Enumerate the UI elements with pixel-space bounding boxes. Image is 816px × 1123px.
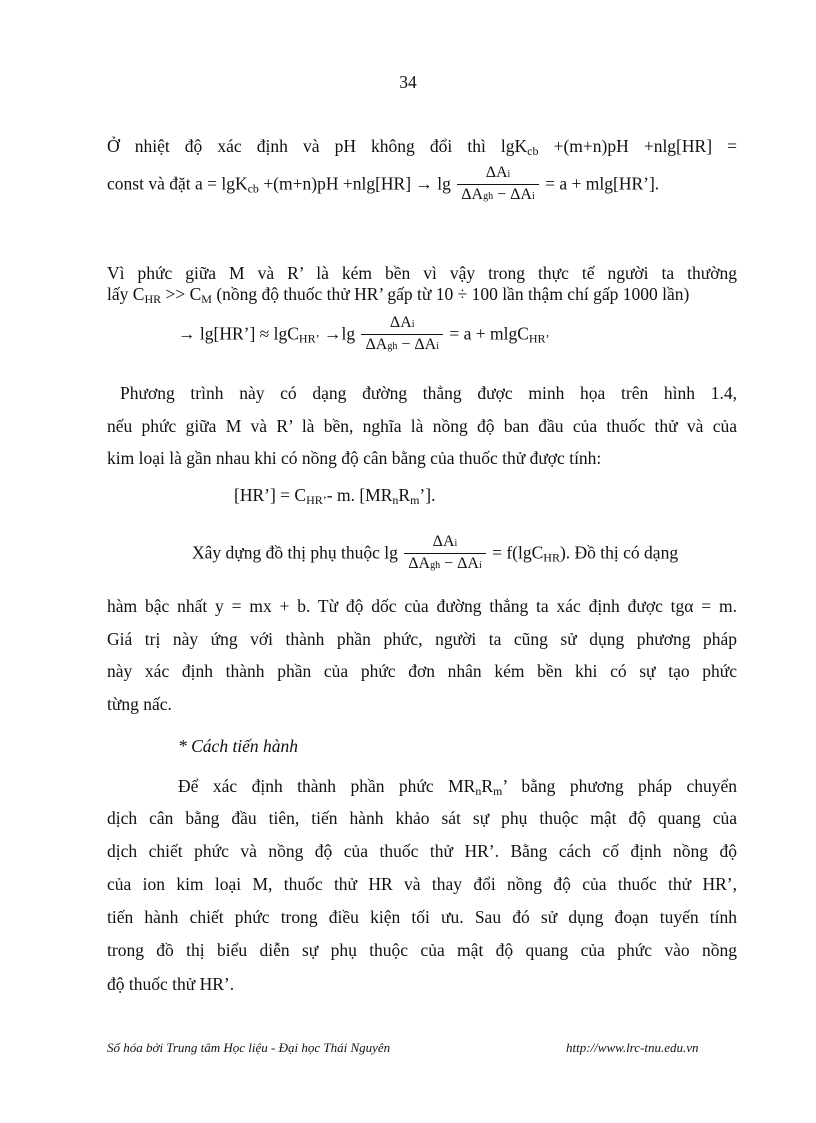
text: ’].	[419, 485, 436, 505]
minus: −	[397, 336, 415, 353]
delta-a: ΔA	[414, 336, 437, 353]
delta-a: ΔA	[432, 533, 455, 550]
text: Ở nhiệt độ xác định và pH không đổi thì lgK	[107, 136, 528, 156]
paragraph-3-line-3: kim loại là gần nhau khi có nồng độ cân bằng của thuốc thử được tính:	[107, 448, 602, 468]
subscript: i	[478, 560, 482, 571]
delta-a: ΔA	[510, 186, 532, 203]
text: Để xác định thành phần phức MR	[178, 776, 476, 796]
text: = a + mlg[HR’].	[545, 173, 660, 194]
subscript: cb	[247, 181, 259, 196]
footer-source: Số hóa bởi Trung tâm Học liệu - Đại học Thái Nguyên	[107, 1040, 391, 1055]
minus: −	[440, 555, 458, 572]
text: = a + mlgC	[449, 323, 529, 344]
paragraph-5-line-5: tiến hành chiết phức trong điều kiện tối ưu. Sau đó sử dụng đoạn tuyến tính	[107, 907, 737, 927]
paragraph-2-line-3	[178, 314, 550, 357]
paragraph-5-line-3: dịch chiết phức và nồng độ của thuốc thử HR’. Bằng cách cố định nồng độ	[107, 841, 737, 861]
subscript: gh	[387, 341, 398, 352]
subscript: i	[507, 169, 511, 180]
paragraph-4-line-4: này xác định thành phần của phức đơn nhân kém bền khi có sự tạo phức	[107, 661, 737, 681]
paragraph-2-line-1: Vì phức giữa M và R’ là kém bền vì vậy trong thực tế người ta thường	[107, 263, 737, 283]
paragraph-5-line-7: độ thuốc thử HR’.	[107, 974, 235, 994]
equation-hr-concentration	[234, 483, 435, 512]
paragraph-1-line-1	[107, 134, 737, 163]
subscript: gh	[430, 560, 441, 571]
subscript: HR’	[306, 493, 327, 507]
paragraph-4-line-3: Giá trị này ứng với thành phần phức, người ta cũng sử dụng phương pháp	[107, 629, 737, 649]
text: +(m+n)pH +nlg[HR] =	[538, 136, 737, 156]
paragraph-5-line-6: trong đồ thị biểu diễn sự phụ thuộc của mật độ quang của phức vào nồng	[107, 940, 737, 960]
subscript: M	[201, 292, 212, 306]
text: R	[398, 485, 411, 505]
subscript: n	[392, 493, 399, 507]
text: [HR’] = C	[234, 485, 307, 505]
paragraph-5-line-2: dịch cân bằng đầu tiên, tiến hành khảo sát sự phụ thuộc mật độ quang của	[107, 808, 737, 828]
text: → lg[HR’] ≈ lgC	[178, 323, 299, 344]
paragraph-5-line-4: của ion kim loại M, thuốc thử HR và thay đổi nồng độ của thuốc thử HR’,	[107, 874, 737, 894]
delta-a: ΔA	[457, 555, 479, 572]
text: (nồng độ thuốc thử HR’ gấp từ 10 ÷ 100 lần thậm chí gấp 1000 lần)	[211, 284, 690, 304]
section-heading: * Cách tiến hành	[178, 736, 299, 756]
delta-a: ΔA	[389, 314, 412, 331]
page-number: 34	[399, 72, 417, 92]
subscript: cb	[527, 144, 539, 158]
text: →lg	[319, 323, 356, 344]
text: >> C	[161, 284, 202, 304]
text: ). Đồ thị có dạng	[559, 542, 679, 563]
paragraph-4-line-5: từng nấc.	[107, 694, 172, 714]
fraction-delta-ratio-1	[457, 164, 539, 207]
delta-a: ΔA	[365, 336, 388, 353]
subscript: i	[454, 538, 458, 549]
subscript: i	[411, 319, 415, 330]
paragraph-1-line-2	[107, 164, 659, 207]
subscript: gh	[483, 191, 494, 202]
footer-url[interactable]: http://www.lrc-tnu.edu.vn	[566, 1040, 699, 1055]
subscript: m	[410, 493, 420, 507]
paragraph-4-line-2: hàm bậc nhất y = mx + b. Từ độ dốc của đường thẳng ta xác định được tgα = m.	[107, 596, 737, 616]
subscript: HR	[144, 292, 162, 306]
paragraph-4-line-1	[192, 533, 678, 576]
subscript: HR’	[298, 331, 320, 346]
text: lấy C	[107, 284, 145, 304]
subscript: HR	[543, 550, 560, 565]
paragraph-3-line-1: Phương trình này có dạng đường thẳng được minh họa trên hình 1.4,	[120, 383, 737, 403]
delta-a: ΔA	[485, 164, 508, 181]
minus: −	[493, 186, 511, 203]
text: const và đặt a = lgK	[107, 173, 248, 194]
text: ’ bằng phương pháp chuyển	[502, 776, 738, 796]
delta-a: ΔA	[408, 555, 431, 572]
text: R	[481, 776, 494, 796]
paragraph-2-line-2	[107, 282, 689, 311]
text: Xây dựng đồ thị phụ thuộc lg	[192, 542, 398, 563]
fraction-delta-ratio-3	[404, 533, 486, 576]
subscript: i	[436, 341, 439, 352]
paragraph-3-line-2: nếu phức giữa M và R’ là bền, nghĩa là nồng độ ban đầu của thuốc thử và của	[107, 416, 737, 436]
subscript: n	[475, 784, 482, 798]
subscript: m	[493, 784, 503, 798]
paragraph-5-line-1	[178, 774, 737, 803]
delta-a: ΔA	[461, 186, 484, 203]
text: - m. [MR	[326, 485, 393, 505]
fraction-delta-ratio-2	[361, 314, 443, 357]
text: +(m+n)pH +nlg[HR] → lg	[258, 173, 451, 194]
subscript: i	[531, 191, 535, 202]
text: = f(lgC	[492, 542, 544, 563]
subscript: HR’	[528, 331, 550, 346]
